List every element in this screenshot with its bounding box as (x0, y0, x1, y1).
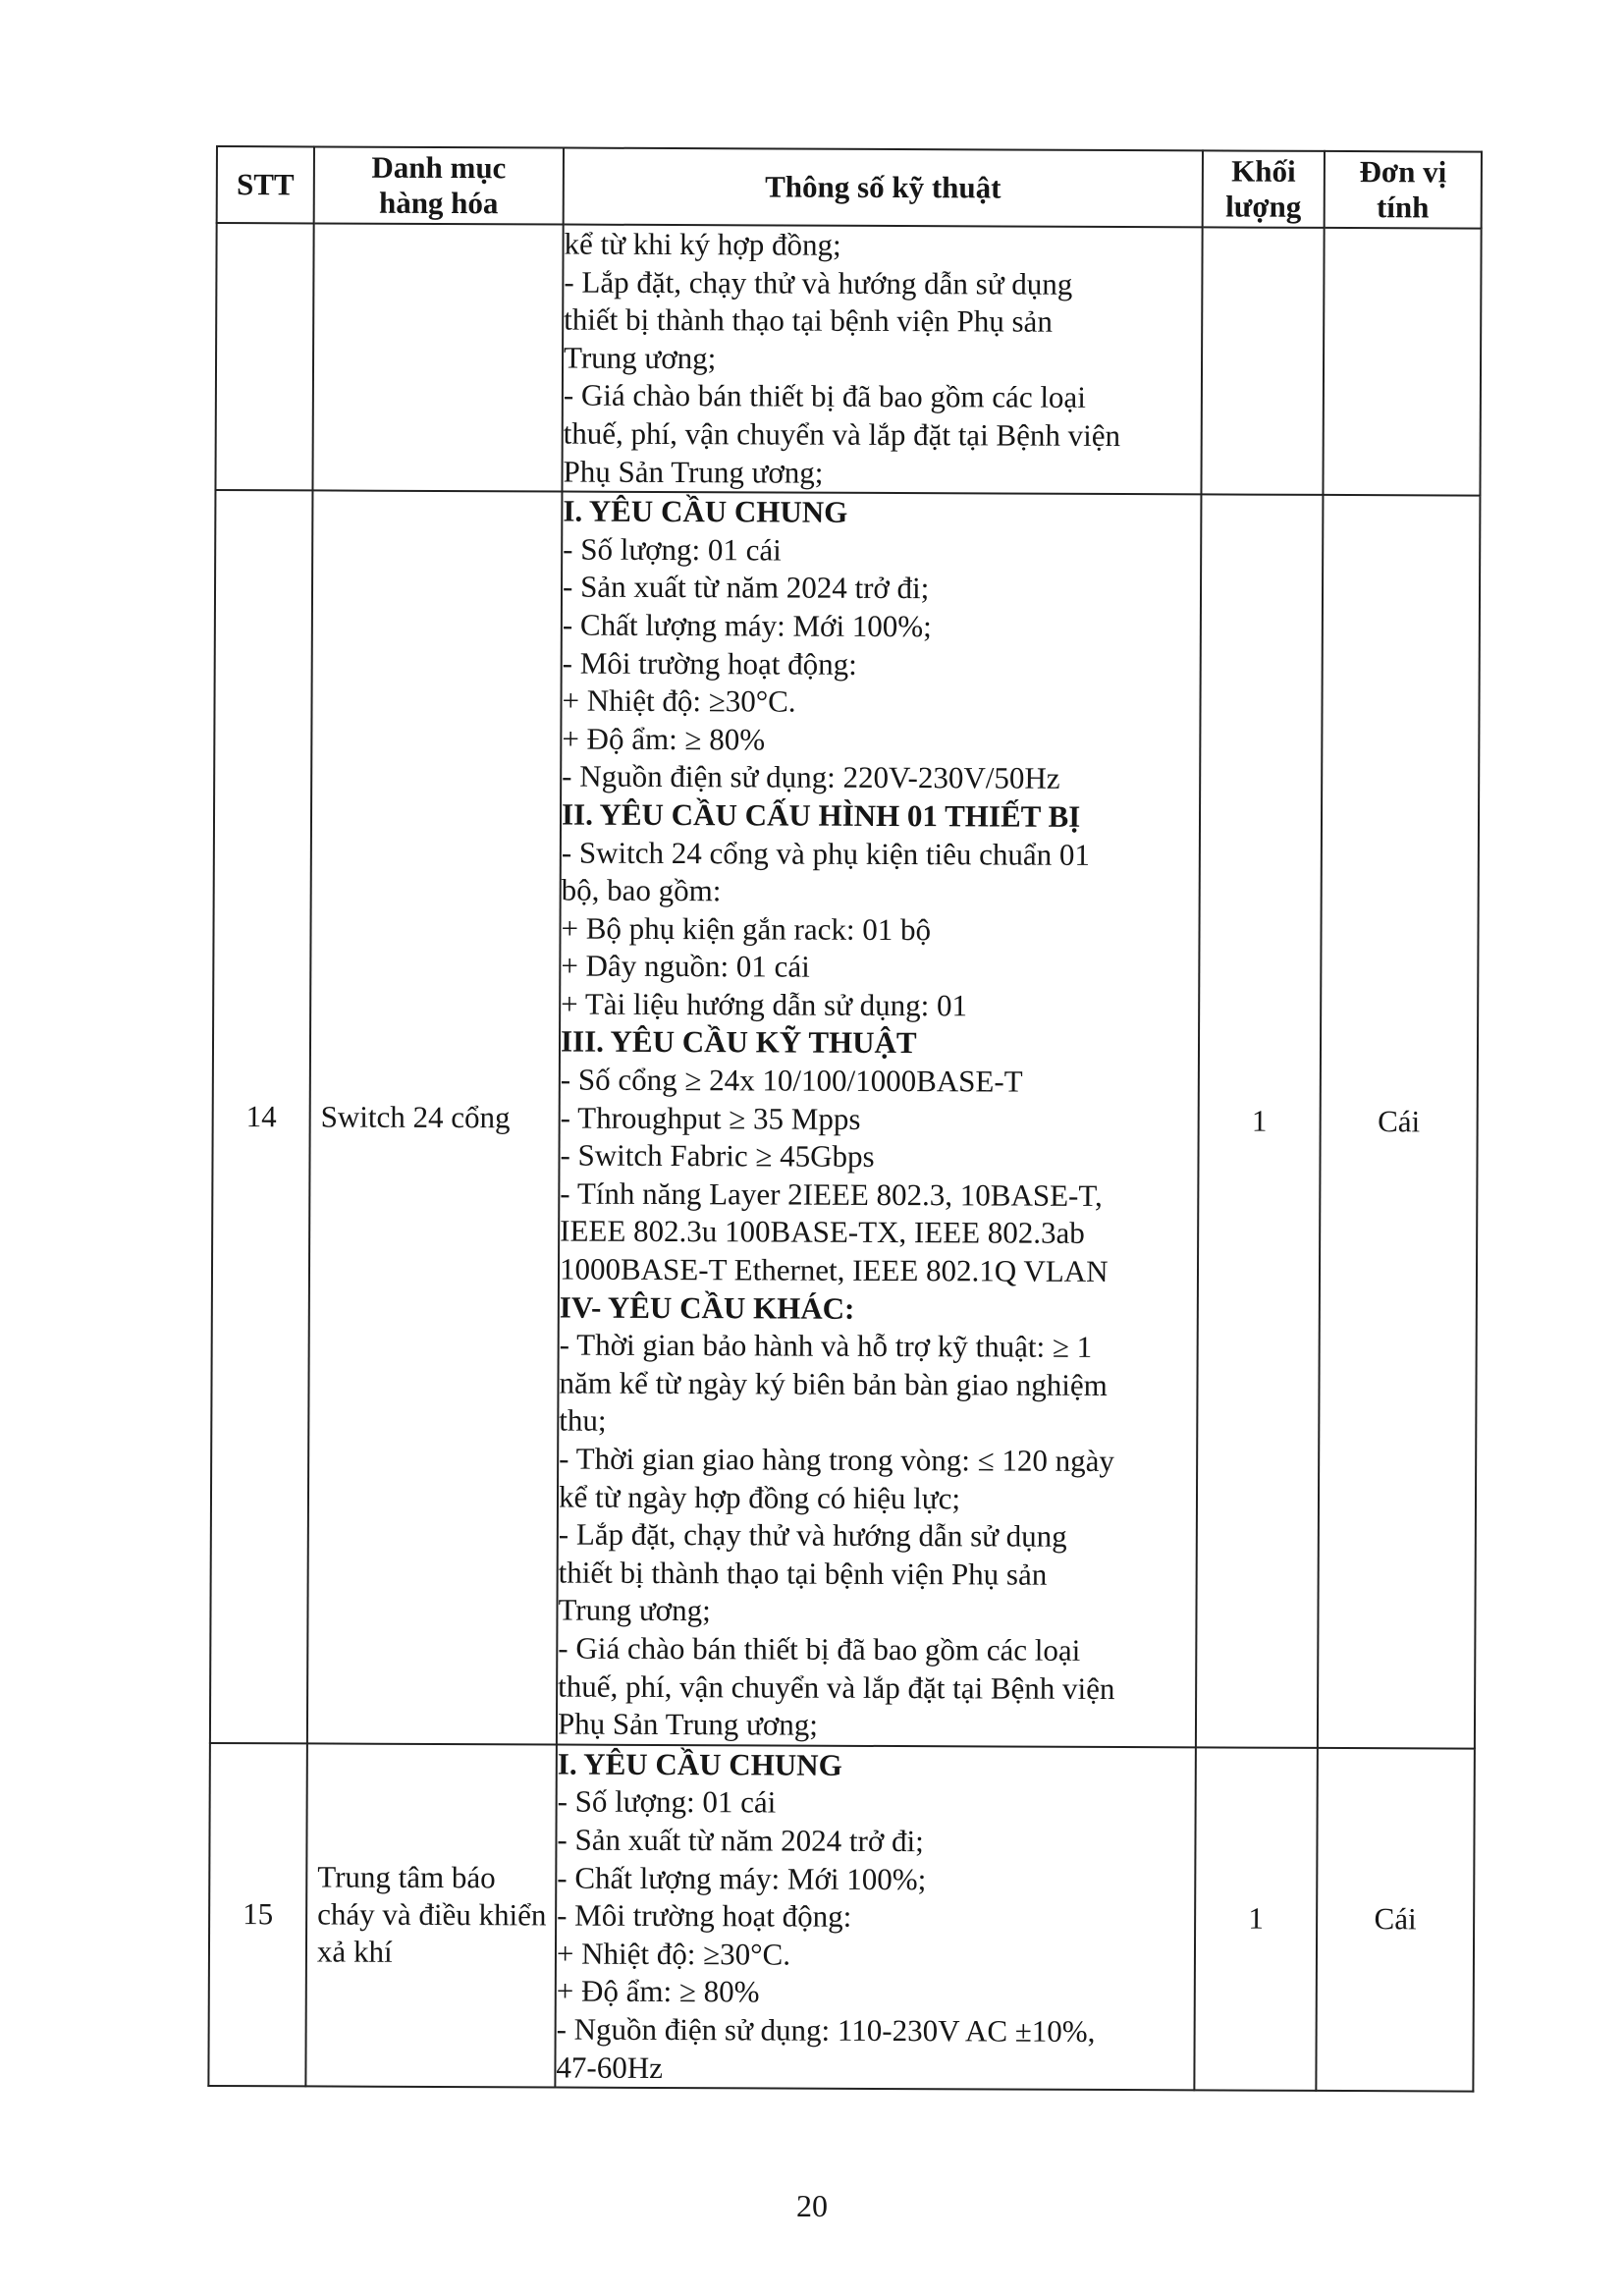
header-item: Danh mục hàng hóa (314, 146, 564, 224)
spec-line: + Dây nguồn: 01 cái (561, 948, 810, 984)
table-row (208, 1743, 1475, 2092)
spec-section-heading: I. YÊU CẦU CHUNG (557, 1746, 842, 1782)
spec-line: - Thời gian bảo hành và hỗ trợ kỹ thuật: ≥ 1 (559, 1327, 1093, 1365)
page-number: 20 (796, 2188, 828, 2223)
spec-line: Phụ Sản Trung ương; (563, 454, 824, 490)
spec-line: - Thời gian giao hàng trong vòng: ≤ 120 ngày (559, 1441, 1115, 1479)
spec-line: thiết bị thành thạo tại bệnh viện Phụ sản (564, 301, 1053, 339)
row-stt: 14 (210, 490, 313, 1743)
spec-line: - Môi trường hoạt động: (562, 645, 857, 682)
table-body (208, 223, 1481, 2092)
spec-line: thiết bị thành thạo tại bệnh viện Phụ sản (558, 1555, 1048, 1592)
row-qty (1201, 227, 1324, 495)
spec-line: + Bộ phụ kiện gắn rack: 01 bộ (561, 910, 932, 947)
row-unit: Cái (1318, 495, 1481, 1748)
row-qty: 1 (1196, 495, 1324, 1748)
spec-line: - Switch 24 cổng và phụ kiện tiêu chuẩn 01 (561, 835, 1091, 872)
spec-line: IEEE 802.3u 100BASE-TX, IEEE 802.3ab (560, 1213, 1085, 1251)
spec-line: - Lắp đặt, chạy thử và hướng dẫn sử dụng (564, 264, 1073, 301)
spec-section-heading: IV- YÊU CẦU KHÁC: (559, 1289, 855, 1326)
specification-table (207, 145, 1483, 2093)
row-item-name: Trung tâm báo cháy và điều khiển xả khí (305, 1743, 557, 2087)
row-unit: Cái (1316, 1748, 1475, 2092)
header-stt: STT (217, 146, 314, 223)
table-row (215, 223, 1481, 496)
spec-line: - Số lượng: 01 cái (563, 531, 782, 568)
spec-line: - Giá chào bán thiết bị đã bao gồm các loại (558, 1630, 1081, 1667)
row-stt (215, 223, 313, 491)
row-qty: 1 (1194, 1747, 1318, 2091)
spec-line: - Giá chào bán thiết bị đã bao gồm các loại (563, 377, 1086, 415)
row-item-name (312, 223, 563, 491)
table-header (217, 146, 1482, 229)
spec-section-heading: I. YÊU CẦU CHUNG (563, 493, 848, 529)
spec-line: Trung ương; (563, 340, 717, 376)
header-spec: Thông số kỹ thuật (564, 148, 1203, 228)
row-spec (555, 1744, 1196, 2090)
spec-line: - Lắp đặt, chạy thử và hướng dẫn sử dụng (558, 1516, 1067, 1554)
spec-line: - Chất lượng máy: Mới 100%; (562, 607, 932, 644)
row-unit (1323, 228, 1481, 496)
spec-section-heading: II. YÊU CẦU CẤU HÌNH 01 THIẾT BỊ (561, 796, 1081, 834)
header-unit: Đơn vị tính (1325, 151, 1482, 229)
header-qty: Khối lượng (1203, 150, 1325, 228)
spec-line: - Số lượng: 01 cái (557, 1783, 777, 1820)
spec-line: Trung ương; (558, 1592, 711, 1628)
spec-line: - Nguồn điện sử dụng: 220V-230V/50Hz (562, 758, 1060, 796)
spec-line: - Môi trường hoạt động: (557, 1897, 852, 1934)
spec-line: bộ, bao gồm: (561, 872, 722, 908)
spec-line: kể từ ngày hợp đồng có hiệu lực; (558, 1479, 961, 1515)
spec-line: + Tài liệu hướng dẫn sử dụng: 01 (561, 986, 968, 1023)
spec-section-heading: III. YÊU CẦU KỸ THUẬT (560, 1024, 917, 1061)
spec-line: + Độ ẩm: ≥ 80% (556, 1973, 760, 2009)
spec-line: thuế, phí, vận chuyển và lắp đặt tại Bệnh viện (558, 1668, 1115, 1706)
row-stt: 15 (208, 1743, 307, 2087)
spec-line: + Độ ẩm: ≥ 80% (562, 721, 766, 757)
spec-line: - Switch Fabric ≥ 45Gbps (560, 1137, 875, 1175)
row-item-name: Switch 24 cổng (307, 491, 563, 1745)
table-row (210, 490, 1481, 1748)
spec-line: - Sản xuất từ năm 2024 trở đi; (562, 569, 930, 606)
spec-line: năm kể từ ngày ký biên bản bàn giao nghiệm (559, 1365, 1108, 1402)
spec-line: 47-60Hz (556, 2050, 664, 2085)
spec-line: - Throughput ≥ 35 Mpps (560, 1100, 861, 1136)
spec-line: - Sản xuất từ năm 2024 trở đi; (557, 1822, 924, 1859)
spec-line: thu; (559, 1402, 607, 1439)
spec-line: + Nhiệt độ: ≥30°C. (556, 1936, 791, 1972)
spec-line: + Nhiệt độ: ≥30°C. (562, 683, 796, 719)
spec-line: kể từ khi ký hợp đồng; (564, 226, 841, 262)
spec-line: - Tính năng Layer 2IEEE 802.3, 10BASE-T, (560, 1175, 1103, 1213)
spec-line: Phụ Sản Trung ương; (557, 1706, 818, 1742)
row-spec (557, 492, 1202, 1747)
spec-line: - Chất lượng máy: Mới 100%; (557, 1860, 927, 1896)
spec-line: - Số cổng ≥ 24x 10/100/1000BASE-T (560, 1062, 1023, 1099)
row-spec (562, 225, 1202, 495)
spec-line: - Nguồn điện sử dụng: 110-230V AC ±10%, (556, 2011, 1096, 2049)
spec-line: 1000BASE-T Ethernet, IEEE 802.1Q VLAN (559, 1251, 1109, 1289)
spec-line: thuế, phí, vận chuyển và lắp đặt tại Bệnh viện (563, 415, 1121, 453)
